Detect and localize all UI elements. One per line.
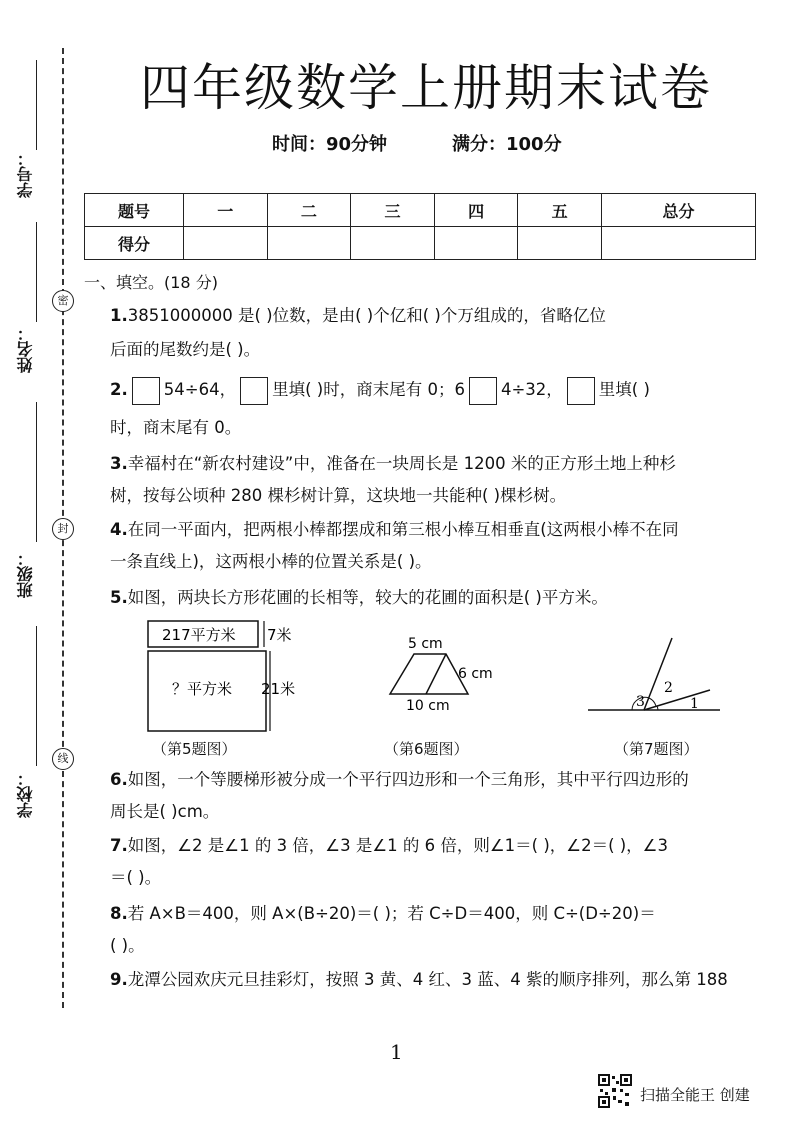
question-text: 一条直线上)，这两根小棒的位置关系是( )。 bbox=[110, 552, 432, 571]
question-2 bbox=[110, 374, 760, 444]
question-4 bbox=[110, 514, 760, 578]
question-text: 如图，∠2 是∠1 的 3 倍，∠3 是∠1 的 6 倍，则∠1＝( )，∠2＝( )，∠3 bbox=[127, 836, 668, 855]
student-id-line bbox=[36, 60, 37, 150]
question-number: 8. bbox=[110, 904, 128, 923]
figure-7 bbox=[584, 618, 724, 718]
school-line bbox=[36, 626, 37, 766]
qr-code-icon bbox=[598, 1074, 632, 1108]
question-text: 周长是( )cm。 bbox=[110, 802, 220, 821]
score-table bbox=[84, 193, 756, 260]
student-id-label: 学号： bbox=[16, 150, 35, 198]
ray-1 bbox=[644, 690, 710, 710]
question-text: 如图，两块长方形花圃的长相等，较大的花圃的面积是( )平方米。 bbox=[127, 588, 608, 607]
score-entry-cell[interactable] bbox=[184, 227, 268, 260]
question-text: 幸福村在“新农村建设”中，准备在一块周长是 1200 米的正方形土地上种杉 bbox=[127, 454, 676, 473]
bottom-height-label: 21米 bbox=[261, 680, 296, 698]
top-length-label: 5 cm bbox=[408, 636, 443, 652]
table-cell: 五 bbox=[518, 194, 602, 227]
full-score: 满分：100分 bbox=[452, 134, 562, 155]
figure-5 bbox=[140, 618, 310, 733]
question-number: 2. bbox=[110, 380, 128, 399]
question-number: 4. bbox=[110, 520, 128, 539]
answer-box[interactable] bbox=[132, 377, 160, 405]
question-text: 在同一平面内，把两根小棒都摆成和第三根小棒互相垂直(这两根小棒不在同 bbox=[127, 520, 679, 539]
angle-3-label: 3 bbox=[636, 694, 645, 710]
question-3 bbox=[110, 448, 760, 512]
score-entry-cell[interactable] bbox=[267, 227, 351, 260]
question-7 bbox=[110, 830, 760, 894]
question-text: 若 A×B＝400，则 A×(B÷20)＝( )；若 C÷D＝400，则 C÷(D÷20)＝ bbox=[127, 904, 656, 923]
question-number: 9. bbox=[110, 970, 128, 989]
question-text: 时，商末尾有 0。 bbox=[110, 418, 242, 437]
figure-6 bbox=[376, 630, 506, 720]
answer-box[interactable] bbox=[469, 377, 497, 405]
question-text: 3851000000 是( )位数，是由( )个亿和( )个万组成的，省略亿位 bbox=[127, 306, 606, 325]
class-line bbox=[36, 402, 37, 542]
table-cell: 四 bbox=[434, 194, 518, 227]
name-line bbox=[36, 222, 37, 322]
bottom-area-label: ？平方米 bbox=[172, 680, 233, 698]
angle-2-label: 2 bbox=[664, 680, 673, 696]
divider-line bbox=[426, 654, 446, 694]
question-text: ( )。 bbox=[110, 936, 145, 955]
question-text: ＝( )。 bbox=[110, 868, 162, 887]
score-table-score-row bbox=[85, 227, 756, 260]
question-text: 54÷64， bbox=[163, 380, 237, 399]
side-length-label: 6 cm bbox=[458, 666, 493, 682]
table-cell: 题号 bbox=[85, 194, 184, 227]
question-text: 里填( ) bbox=[598, 380, 650, 399]
figure-7-caption: （第7题图） bbox=[614, 740, 699, 758]
answer-box[interactable] bbox=[240, 377, 268, 405]
table-cell: 总分 bbox=[601, 194, 755, 227]
class-label: 班级： bbox=[16, 550, 35, 598]
question-text: 4÷32， bbox=[500, 380, 563, 399]
question-number: 3. bbox=[110, 454, 128, 473]
bottom-length-label: 10 cm bbox=[406, 698, 450, 714]
top-area-label: 217平方米 bbox=[162, 626, 236, 644]
score-entry-cell[interactable] bbox=[434, 227, 518, 260]
question-number: 7. bbox=[110, 836, 128, 855]
seal-feng: 封 bbox=[52, 518, 74, 540]
page-title: 四年级数学上册期末试卷 bbox=[140, 59, 712, 117]
score-entry-cell[interactable] bbox=[518, 227, 602, 260]
question-number: 6. bbox=[110, 770, 128, 789]
question-9 bbox=[110, 964, 760, 996]
table-cell: 一 bbox=[184, 194, 268, 227]
name-label: 姓名： bbox=[16, 325, 35, 373]
question-number: 1. bbox=[110, 306, 128, 325]
figure-6-caption: （第6题图） bbox=[384, 740, 469, 758]
score-entry-cell[interactable] bbox=[351, 227, 435, 260]
table-cell: 三 bbox=[351, 194, 435, 227]
question-5 bbox=[110, 582, 760, 614]
exam-time: 时间：90分钟 bbox=[272, 134, 388, 155]
question-text: 后面的尾数约是( )。 bbox=[110, 340, 261, 359]
score-entry-cell[interactable] bbox=[601, 227, 755, 260]
question-text: 龙潭公园欢庆元旦挂彩灯，按照 3 黄、4 红、3 蓝、4 紫的顺序排列，那么第 188 bbox=[127, 970, 728, 989]
page-number: 1 bbox=[390, 1040, 403, 1064]
seal-xian: 线 bbox=[52, 748, 74, 770]
answer-box[interactable] bbox=[567, 377, 595, 405]
scanner-watermark: 扫描全能王 创建 bbox=[640, 1086, 750, 1104]
school-label: 学校： bbox=[16, 770, 35, 818]
question-1 bbox=[110, 300, 760, 366]
score-table-header-row bbox=[85, 194, 756, 227]
angle-1-label: 1 bbox=[690, 696, 699, 712]
question-text: 里填( )时，商末尾有 0；6 bbox=[272, 380, 465, 399]
section-title: 一、填空。(18 分) bbox=[84, 273, 218, 292]
top-height-label: 7米 bbox=[267, 626, 292, 644]
seal-mi: 密 bbox=[52, 290, 74, 312]
table-cell: 得分 bbox=[85, 227, 184, 260]
question-6 bbox=[110, 764, 760, 828]
question-number: 5. bbox=[110, 588, 128, 607]
question-text: 如图，一个等腰梯形被分成一个平行四边形和一个三角形，其中平行四边形的 bbox=[127, 770, 689, 789]
table-cell: 二 bbox=[267, 194, 351, 227]
ray-2 bbox=[644, 638, 672, 710]
question-8 bbox=[110, 898, 760, 962]
figure-5-caption: （第5题图） bbox=[152, 740, 237, 758]
question-text: 树，按每公顷种 280 棵杉树计算，这块地一共能种( )棵杉树。 bbox=[110, 486, 567, 505]
